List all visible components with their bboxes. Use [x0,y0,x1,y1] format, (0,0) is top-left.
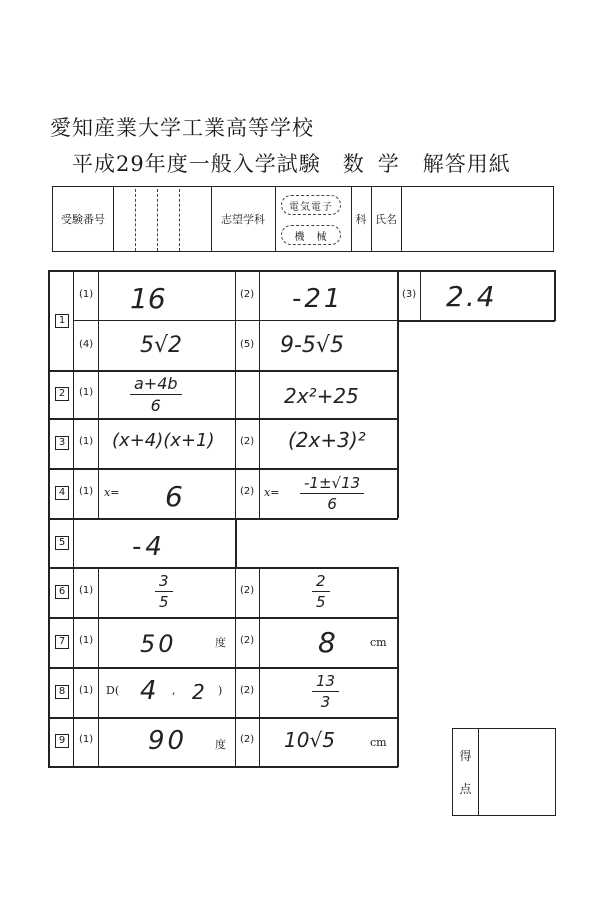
fraction-bar [312,591,330,592]
answer-field[interactable]: 5√2 [140,333,183,358]
grid-line [235,567,236,767]
course-label: 志望学科 [221,213,265,226]
grid-line [397,567,399,767]
answer-separator: , [172,684,176,697]
part-label: (2) [240,486,255,497]
exam-subject: 数学 [342,152,413,176]
ka-label: 科 [355,213,367,226]
score-box [452,728,556,816]
answer-field[interactable]: 4 [140,676,157,706]
question-number: 6 [55,585,69,599]
grid-line [48,717,398,719]
denominator: 5 [316,593,326,611]
part-label: (5) [240,339,255,350]
answer-field[interactable]: 9-5√5 [280,333,344,358]
part-label: (1) [79,635,94,646]
denominator: 5 [159,593,169,611]
answer-field[interactable]: (2x+3)² [288,428,366,452]
part-label: (2) [240,685,255,696]
question-number: 9 [55,734,69,748]
answer-fraction[interactable] [155,572,173,611]
answer-field[interactable]: 2x²+25 [284,384,359,408]
grid-line [48,667,398,669]
answer-field[interactable]: 10√5 [284,728,335,752]
exam-number-label: 受験番号 [61,213,105,226]
answer-prefix: x= [104,486,120,499]
numerator: 3 [159,572,169,590]
grid-line [554,270,556,321]
question-number: 7 [55,635,69,649]
grid-line [420,270,421,320]
question-number: 2 [55,387,69,401]
question-number: 4 [55,486,69,500]
answer-fraction[interactable] [300,474,364,513]
grid-line [48,567,398,569]
denominator: 6 [327,495,337,513]
answer-fraction[interactable] [312,572,330,611]
answer-field[interactable]: 8 [318,626,336,659]
part-label: (2) [240,635,255,646]
answer-field[interactable]: 2 [192,680,205,704]
unit-label: cm [370,636,387,649]
question-number: 5 [55,536,69,550]
answer-field[interactable]: 6 [165,480,183,513]
question-number: 8 [55,685,69,699]
exam-title-main: 平成29年度一般入学試験 [72,152,321,176]
unit-label: 度 [215,636,226,649]
answer-field[interactable]: -21 [292,284,344,314]
grid-line [98,270,99,518]
grid-line [48,370,398,372]
answer-field[interactable]: (x+4)(x+1) [112,430,215,451]
part-label: (2) [240,436,255,447]
grid-line [48,270,555,272]
grid-line [235,270,236,518]
score-label-bottom: 点 [459,782,472,796]
numerator: 13 [316,672,336,690]
score-label [453,729,479,815]
answer-field[interactable]: -4 [132,532,166,562]
answer-fraction[interactable] [130,374,182,415]
sheet-title: 解答用紙 [422,152,511,176]
numerator: -1±√13 [304,474,361,492]
grid-line [398,320,555,322]
fraction-bar [130,394,182,395]
part-label: (3) [402,289,417,300]
answer-field[interactable]: 50 [140,630,177,658]
grid-line [98,567,99,767]
numerator: a+4b [134,374,178,393]
school-name: 愛知産業大学工業高等学校 [50,116,314,140]
part-label: (1) [79,734,94,745]
grid-line [48,617,398,619]
grid-line [259,567,260,767]
fraction-bar [155,591,173,592]
answer-fraction[interactable] [312,672,339,711]
grid-line [48,766,398,768]
denominator: 6 [150,396,161,415]
answer-field[interactable]: 2.4 [446,280,497,313]
unit-label: cm [370,736,387,749]
grid-line [48,518,398,520]
numerator: 2 [316,572,326,590]
part-label: (2) [240,289,255,300]
part-label: (1) [79,486,94,497]
part-label: (1) [79,436,94,447]
grid-line [235,518,237,568]
question-number: 1 [55,314,69,328]
grid-line [397,270,399,518]
unit-label: 度 [215,738,226,751]
grid-line [48,468,398,470]
part-label: (1) [79,585,94,596]
answer-prefix: D( [106,684,120,697]
fraction-bar [312,691,339,692]
grid-line [48,418,398,420]
part-label: (2) [240,734,255,745]
part-label: (1) [79,685,94,696]
answer-field[interactable]: 16 [130,282,166,315]
part-label: (1) [79,387,94,398]
course-option-machine[interactable]: 機 械 [281,225,341,245]
part-label: (2) [240,585,255,596]
answer-prefix: x= [264,486,280,499]
course-option-electric[interactable]: 電気電子 [281,195,341,215]
denominator: 3 [320,693,331,711]
fraction-bar [300,493,364,494]
name-label: 氏名 [375,213,397,226]
part-label: (1) [79,289,94,300]
score-label-top: 得 [459,749,472,763]
part-label: (4) [79,339,94,350]
answer-suffix: ) [218,684,223,697]
score-input[interactable] [479,729,555,815]
question-number: 3 [55,436,69,450]
grid-line [259,270,260,518]
answer-field[interactable]: 90 [148,726,188,756]
